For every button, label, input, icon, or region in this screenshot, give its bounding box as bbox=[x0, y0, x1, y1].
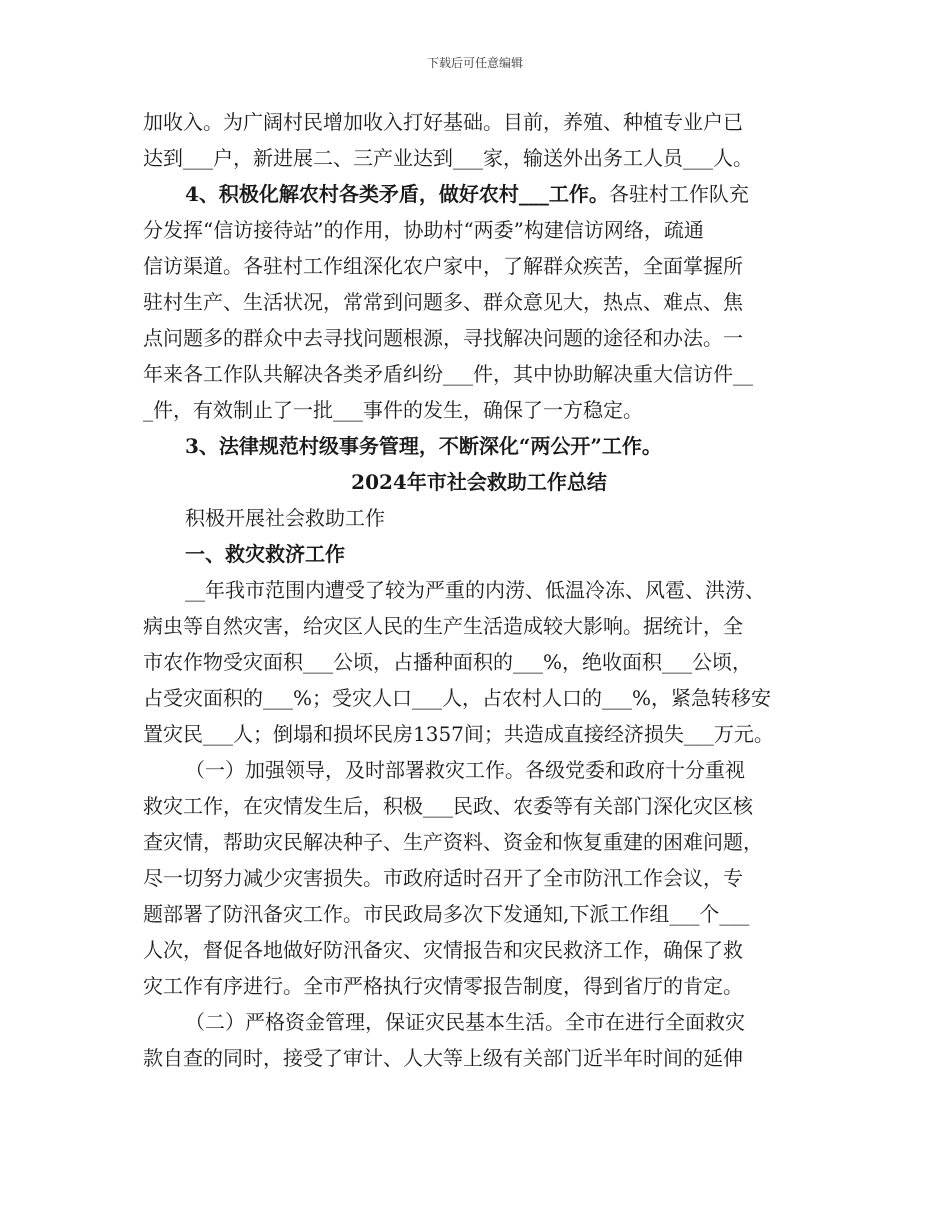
paragraph-line: 达到___户，新进展二、三产业达到___家，输送外出务工人员___人。 bbox=[143, 146, 753, 170]
paragraph-line: 款自查的同时，接受了审计、人大等上级有关部门近半年时间的延伸 bbox=[143, 1046, 743, 1070]
paragraph-line: 灾工作有序进行。全市严格执行灾情零报告制度，得到省厅的肯定。 bbox=[143, 974, 743, 998]
paragraph-line: 尽一切努力减少灾害损失。市政府适时召开了全市防汛工作会议，专 bbox=[143, 866, 743, 890]
bold-lead-text: 4、积极化解农村各类矛盾，做好农村___工作。 bbox=[185, 182, 609, 206]
paragraph-line: 人次，督促各地做好防汛备灾、灾情报告和灾民救济工作，确保了救 bbox=[143, 938, 743, 962]
paragraph-line: 加收入。为广阔村民增加收入打好基础。目前，养殖、种植专业户已 bbox=[143, 110, 743, 134]
paragraph-line: （一）加强领导，及时部署救灾工作。各级党委和政府十分重视 bbox=[185, 758, 745, 782]
section-title: 2024年市社会救助工作总结 bbox=[351, 470, 607, 494]
heading-line: 一、救灾救济工作 bbox=[185, 542, 345, 566]
paragraph-line: （二）严格资金管理，保证灾民基本生活。全市在进行全面救灾 bbox=[185, 1010, 745, 1034]
paragraph-line: 年来各工作队共解决各类矛盾纠纷___件，其中协助解决重大信访件__ bbox=[143, 362, 753, 386]
paragraph-line: __年我市范围内遭受了较为严重的内涝、低温冷冻、风雹、洪涝、 bbox=[185, 578, 765, 602]
paragraph-line: 题部署了防汛备灾工作。市民政局多次下发通知,下派工作组___个___ bbox=[143, 902, 750, 926]
paragraph-line: 积极开展社会救助工作 bbox=[185, 506, 385, 530]
paragraph-line: 信访渠道。各驻村工作组深化农户家中，了解群众疾苦，全面掌握所 bbox=[143, 254, 743, 278]
paragraph-line: 分发挥“信访接待站”的作用，协助村“两委”构建信访网络，疏通 bbox=[143, 218, 704, 242]
paragraph-line: 病虫等自然灾害，给灾区人民的生产生活造成较大影响。据统计，全 bbox=[143, 614, 743, 638]
paragraph-line: 点问题多的群众中去寻找问题根源，寻找解决问题的途径和办法。一 bbox=[143, 326, 743, 350]
paragraph-line: 查灾情，帮助灾民解决种子、生产资料、资金和恢复重建的困难问题， bbox=[143, 830, 763, 854]
paragraph-line: 市农作物受灾面积___公顷，占播种面积的___%，绝收面积___公顷， bbox=[143, 650, 753, 674]
paragraph-line bbox=[143, 176, 815, 212]
document-body bbox=[143, 104, 815, 1076]
paragraph-text: 各驻村工作队充 bbox=[608, 182, 749, 206]
paragraph-line: _件，有效制止了一批___事件的发生，确保了一方稳定。 bbox=[143, 398, 643, 422]
heading-line: 3、法律规范村级事务管理，不断深化“两公开”工作。 bbox=[185, 434, 662, 458]
paragraph-line: 救灾工作，在灾情发生后，积极___民政、农委等有关部门深化灾区核 bbox=[143, 794, 753, 818]
paragraph-line: 置灾民___人；倒塌和损坏民房1357间；共造成直接经济损失___万元。 bbox=[143, 722, 774, 746]
page-header: 下载后可任意编辑 bbox=[426, 56, 523, 70]
paragraph-line: 占受灾面积的___%；受灾人口___人，占农村人口的___%，紧急转移安 bbox=[143, 686, 772, 710]
paragraph-line: 驻村生产、生活状况，常常到问题多、群众意见大，热点、难点、焦 bbox=[143, 290, 743, 314]
